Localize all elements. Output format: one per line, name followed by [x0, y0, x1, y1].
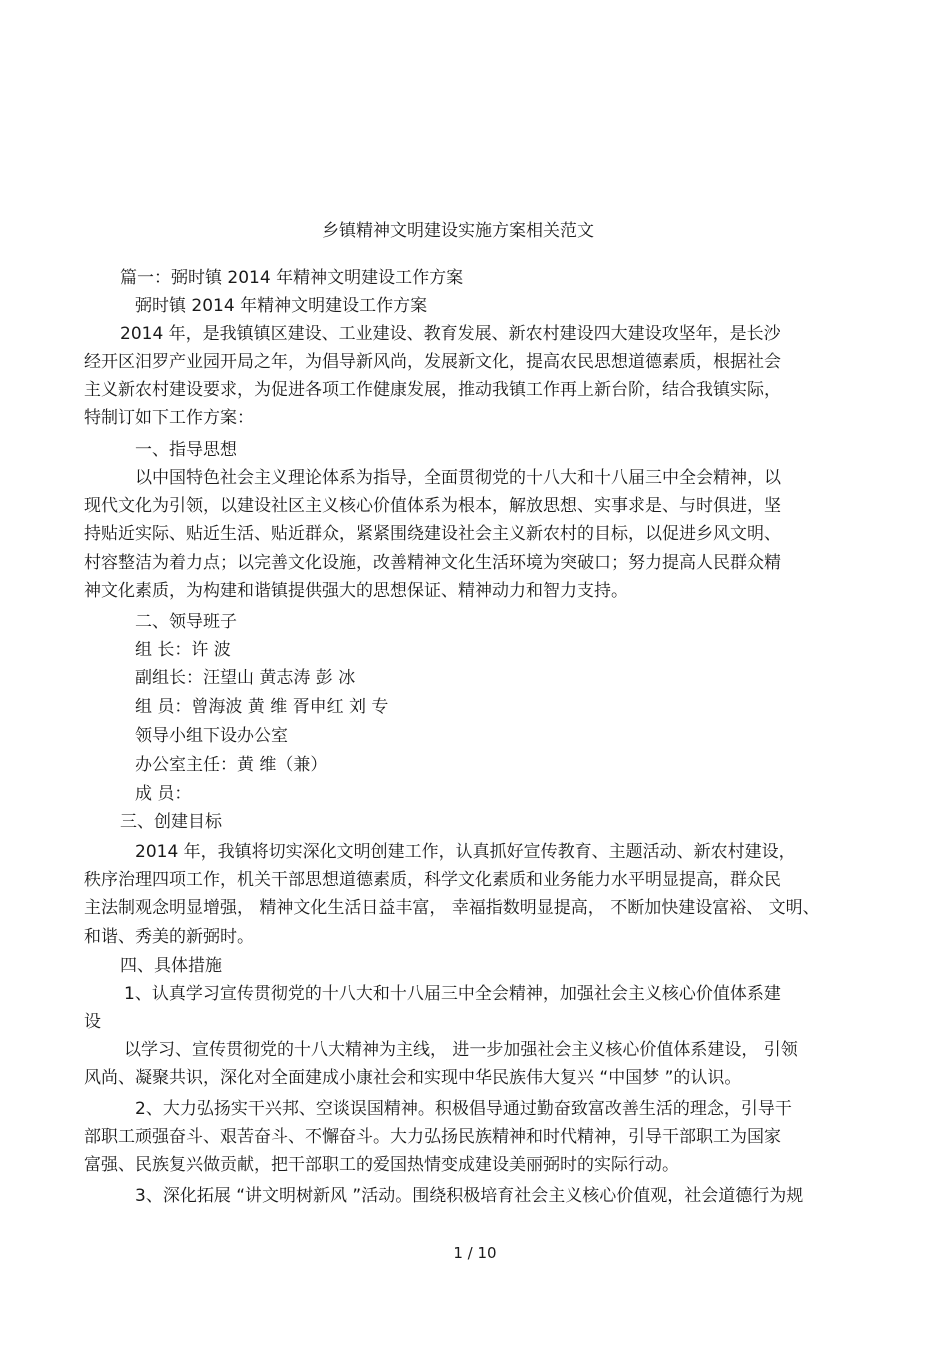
text-line: 组 员：曾海波 黄 维 胥申红 刘 专 — [135, 697, 389, 717]
text-line: 办公室主任：黄 维（兼） — [135, 755, 328, 775]
text-line: 和谐、秀美的新弼时。 — [84, 927, 254, 947]
text-line: 弼时镇 2014 年精神文明建设工作方案 — [135, 296, 428, 316]
text-line: 富强、民族复兴做贡献，把干部职工的爱国热情变成建设美丽弼时的实际行动。 — [84, 1155, 679, 1175]
text-line: 2、大力弘扬实干兴邦、空谈误国精神。积极倡导通过勤奋致富改善生活的理念，引导干 — [135, 1099, 792, 1119]
text-line: 主法制观念明显增强， 精神文化生活日益丰富， 幸福指数明显提高， 不断加快建设富裕、 文明、 — [84, 898, 820, 918]
text-line: 村容整洁为着力点；以完善文化设施，改善精神文化生活环境为突破口；努力提高人民群众精 — [84, 553, 781, 573]
section-heading: 三、创建目标 — [120, 812, 222, 832]
text-line: 3、深化拓展 “讲文明树新风 ”活动。围绕积极培育社会主义核心价值观，社会道德行为规 — [135, 1186, 804, 1206]
document-title: 乡镇精神文明建设实施方案相关范文 — [322, 221, 594, 241]
text-line: 主义新农村建设要求，为促进各项工作健康发展，推动我镇工作再上新台阶，结合我镇实际， — [84, 380, 781, 400]
section-heading: 一、指导思想 — [135, 440, 237, 460]
text-line: 持贴近实际、贴近生活、贴近群众，紧紧围绕建设社会主义新农村的目标，以促进乡风文明、 — [84, 524, 781, 544]
text-line: 风尚、凝聚共识，深化对全面建成小康社会和实现中华民族伟大复兴 “中国梦 ”的认识。 — [84, 1068, 742, 1088]
text-line: 2014 年，是我镇镇区建设、工业建设、教育发展、新农村建设四大建设攻坚年，是长沙 — [120, 324, 781, 344]
text-line: 经开区汨罗产业园开局之年，为倡导新风尚，发展新文化，提高农民思想道德素质，根据社会 — [84, 352, 781, 372]
section-heading: 二、领导班子 — [135, 612, 237, 632]
section-heading: 四、具体措施 — [120, 956, 222, 976]
text-line: 以中国特色社会主义理论体系为指导，全面贯彻党的十八大和十八届三中全会精神，以 — [135, 468, 781, 488]
text-line: 现代文化为引领，以建设社区主义核心价值体系为根本，解放思想、实事求是、与时俱进，坚 — [84, 496, 781, 516]
text-line: 设 — [84, 1012, 101, 1032]
text-line: 组 长：许 波 — [135, 640, 231, 660]
text-line: 特制订如下工作方案： — [84, 408, 254, 428]
text-line: 篇一：弼时镇 2014 年精神文明建设工作方案 — [120, 268, 464, 288]
text-line: 领导小组下设办公室 — [135, 726, 288, 746]
text-line: 2014 年，我镇将切实深化文明创建工作，认真抓好宣传教育、主题活动、新农村建设， — [135, 842, 796, 862]
text-line: 1、认真学习宣传贯彻党的十八大和十八届三中全会精神，加强社会主义核心价值体系建 — [124, 984, 781, 1004]
text-line: 成 员： — [135, 784, 192, 804]
text-line: 部职工顽强奋斗、艰苦奋斗、不懈奋斗。大力弘扬民族精神和时代精神，引导干部职工为国家 — [84, 1127, 781, 1147]
text-line: 以学习、宣传贯彻党的十八大精神为主线， 进一步加强社会主义核心价值体系建设， 引领 — [124, 1040, 798, 1060]
text-line: 副组长：汪望山 黄志涛 彭 冰 — [135, 668, 356, 688]
text-line: 神文化素质，为构建和谐镇提供强大的思想保证、精神动力和智力支持。 — [84, 581, 628, 601]
page-number: 1 / 10 — [453, 1244, 497, 1262]
text-line: 秩序治理四项工作，机关干部思想道德素质，科学文化素质和业务能力水平明显提高，群众民 — [84, 870, 781, 890]
